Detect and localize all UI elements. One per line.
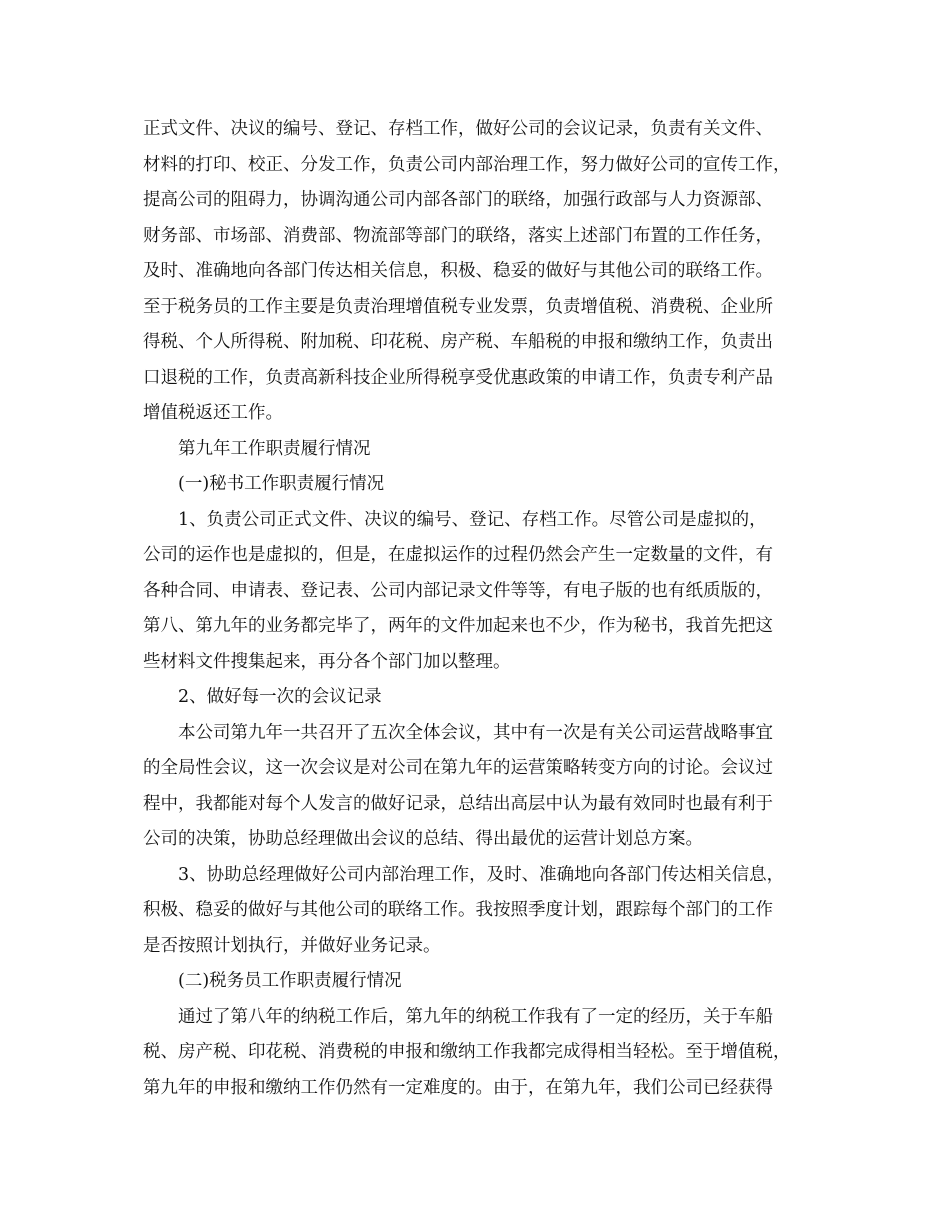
text-line: 材料的打印、校正、分发工作，负责公司内部治理工作，努力做好公司的宣传工作， (143, 154, 791, 175)
document-body (143, 112, 811, 1106)
paragraph-first-line: 1、负责公司正式文件、决议的编号、登记、存档工作。尽管公司是虚拟的， (178, 509, 767, 530)
text-line: 公司的运作也是虚拟的，但是，在虚拟运作的过程仍然会产生一定数量的文件，有 (143, 545, 773, 565)
paragraph-first-line: 2、做好每一次的会议记录 (178, 687, 382, 707)
text-line: 公司的决策，协助总经理做出会议的总结、得出最优的运营计划总方案。 (143, 829, 703, 849)
text-line: 至于税务员的工作主要是负责治理增值税专业发票，负责增值税、消费税、企业所 (143, 296, 773, 317)
paragraph-first-line: (二)税务员工作职责履行情况 (178, 971, 402, 991)
text-line: 是否按照计划执行，并做好业务记录。 (143, 935, 441, 956)
text-line: 第九年的申报和缴纳工作仍然有一定难度的。由于，在第九年，我们公司已经获得 (143, 1077, 773, 1098)
text-line: 些材料文件搜集起来，再分各个部门加以整理。 (143, 651, 511, 672)
text-line: 财务部、市场部、消费部、物流部等部门的联络，落实上述部门布置的工作任务， (143, 225, 773, 246)
paragraph-first-line: 本公司第九年一共召开了五次全体会议，其中有一次是有关公司运营战略事宜 (178, 722, 773, 743)
paragraph-first-line: 3、协助总经理做好公司内部治理工作，及时、准确地向各部门传达相关信息， (178, 864, 785, 885)
paragraph-first-line: 第九年工作职责履行情况 (178, 438, 371, 459)
text-line: 得税、个人所得税、附加税、印花税、房产税、车船税的申报和缴纳工作，负责出 (143, 332, 773, 352)
text-line: 各种合同、申请表、登记表、公司内部记录文件等等，有电子版的也有纸质版的， (143, 580, 773, 601)
paragraph-first-line: (一)秘书工作职责履行情况 (178, 474, 385, 494)
paragraph-first-line: 通过了第八年的纳税工作后，第九年的纳税工作我有了一定的经历，关于车船 (178, 1006, 773, 1027)
text-line: 及时、准确地向各部门传达相关信息，积极、稳妥的做好与其他公司的联络工作。 (143, 261, 773, 281)
text-line: 积极、稳妥的做好与其他公司的联络工作。我按照季度计划，跟踪每个部门的工作 (143, 900, 773, 920)
text-line: 提高公司的阻碍力，协调沟通公司内部各部门的联络，加强行政部与人力资源部、 (143, 190, 773, 210)
text-line: 的全局性会议，这一次会议是对公司在第九年的运营策略转变方向的讨论。会议过 (143, 758, 773, 778)
text-line: 税、房产税、印花税、消费税的申报和缴纳工作我都完成得相当轻松。至于增值税， (143, 1042, 791, 1062)
text-line: 增值税返还工作。 (143, 403, 283, 423)
text-line: 第八、第九年的业务都完毕了，两年的文件加起来也不少，作为秘书，我首先把这 (143, 616, 773, 636)
text-line: 正式文件、决议的编号、登记、存档工作，做好公司的会议记录，负责有关文件、 (143, 119, 773, 139)
text-line: 程中，我都能对每个人发言的做好记录，总结出高层中认为最有效同时也最有利于 (143, 793, 773, 814)
text-line: 口退税的工作，负责高新科技企业所得税享受优惠政策的申请工作，负责专利产品 (143, 367, 773, 388)
